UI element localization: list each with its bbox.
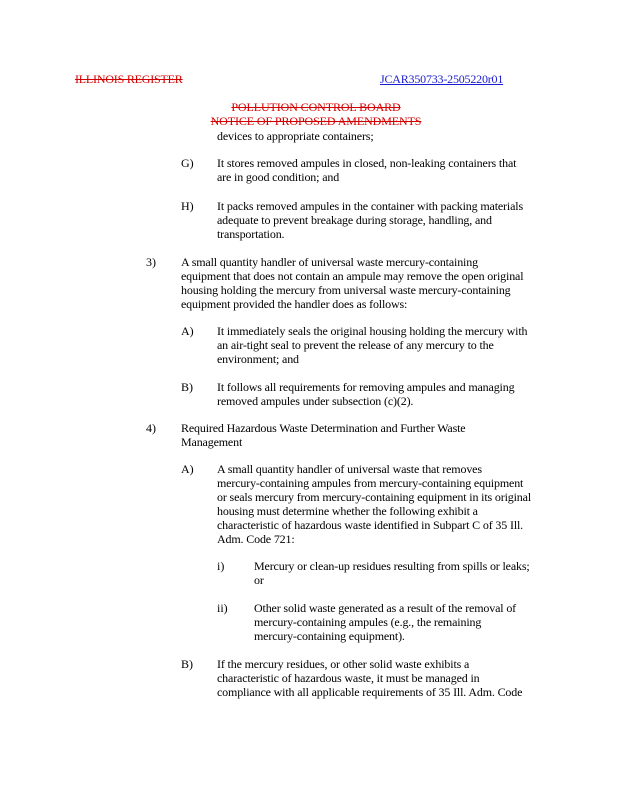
item-g-line: It stores removed ampules in closed, non-leaking containers that xyxy=(217,156,517,170)
item-4a-line: A small quantity handler of universal waste that removes xyxy=(217,462,482,476)
item-3-label: 3) xyxy=(146,255,156,269)
item-4a-line: housing must determine whether the following exhibit a xyxy=(217,504,478,518)
item-3-line: A small quantity handler of universal waste mercury-containing xyxy=(181,255,478,269)
item-4a-line: characteristic of hazardous waste identified in Subpart C of 35 Ill. xyxy=(217,518,524,532)
item-3b-line: It follows all requirements for removing ampules and managing xyxy=(217,380,515,394)
item-4a-line: or seals mercury from mercury-containing equipment in its original xyxy=(217,490,532,504)
item-g-line: are in good condition; and xyxy=(217,170,340,184)
item-4b-line: compliance with all applicable requirements of 35 Ill. Adm. Code xyxy=(217,685,523,699)
item-4ai-line: or xyxy=(254,573,264,587)
item-4a-label: A) xyxy=(181,462,194,476)
item-4ai-line: Mercury or clean-up residues resulting from spills or leaks; xyxy=(254,559,530,573)
item-3b-line: removed ampules under subsection (c)(2). xyxy=(217,394,414,408)
continued-text: devices to appropriate containers; xyxy=(217,129,374,143)
item-4b-line: characteristic of hazardous waste, it must be managed in xyxy=(217,671,480,685)
board-title: POLLUTION CONTROL BOARD xyxy=(231,100,401,114)
header-register-title: ILLINOIS REGISTER xyxy=(75,72,183,86)
item-h-line: transportation. xyxy=(217,227,285,241)
item-4b-label: B) xyxy=(181,657,193,671)
item-4a-line: mercury-containing ampules from mercury-containing equipment xyxy=(217,476,524,490)
item-3-line: equipment that does not contain an ampule may remove the open original xyxy=(181,269,524,283)
item-3a-label: A) xyxy=(181,324,194,338)
item-4aii-line: mercury-containing ampules (e.g., the remaining xyxy=(254,615,482,629)
item-3a-line: environment; and xyxy=(217,352,299,366)
item-h-label: H) xyxy=(181,199,194,213)
item-4-line: Required Hazardous Waste Determination and Further Waste xyxy=(181,421,466,435)
item-3-line: housing holding the mercury from universal waste mercury-containing xyxy=(181,283,511,297)
item-4aii-label: ii) xyxy=(217,601,228,615)
item-3a-line: an air-tight seal to prevent the release of any mercury to the xyxy=(217,338,494,352)
item-4a-line: Adm. Code 721: xyxy=(217,532,295,546)
notice-title: NOTICE OF PROPOSED AMENDMENTS xyxy=(210,114,422,128)
item-4aii-line: mercury-containing equipment). xyxy=(254,629,405,643)
item-3b-label: B) xyxy=(181,380,193,394)
item-4b-line: If the mercury residues, or other solid waste exhibits a xyxy=(217,657,470,671)
item-h-line: adequate to prevent breakage during storage, handling, and xyxy=(217,213,492,227)
item-h-line: It packs removed ampules in the container with packing materials xyxy=(217,199,523,213)
item-4ai-label: i) xyxy=(217,559,225,573)
item-g-label: G) xyxy=(181,156,194,170)
item-4-label: 4) xyxy=(146,421,156,435)
item-4-line: Management xyxy=(181,435,243,449)
item-3-line: equipment provided the handler does as follows: xyxy=(181,297,408,311)
item-4aii-line: Other solid waste generated as a result of the removal of xyxy=(254,601,517,615)
item-3a-line: It immediately seals the original housing holding the mercury with xyxy=(217,324,528,338)
header-document-id[interactable]: JCAR350733-2505220r01 xyxy=(380,72,504,86)
